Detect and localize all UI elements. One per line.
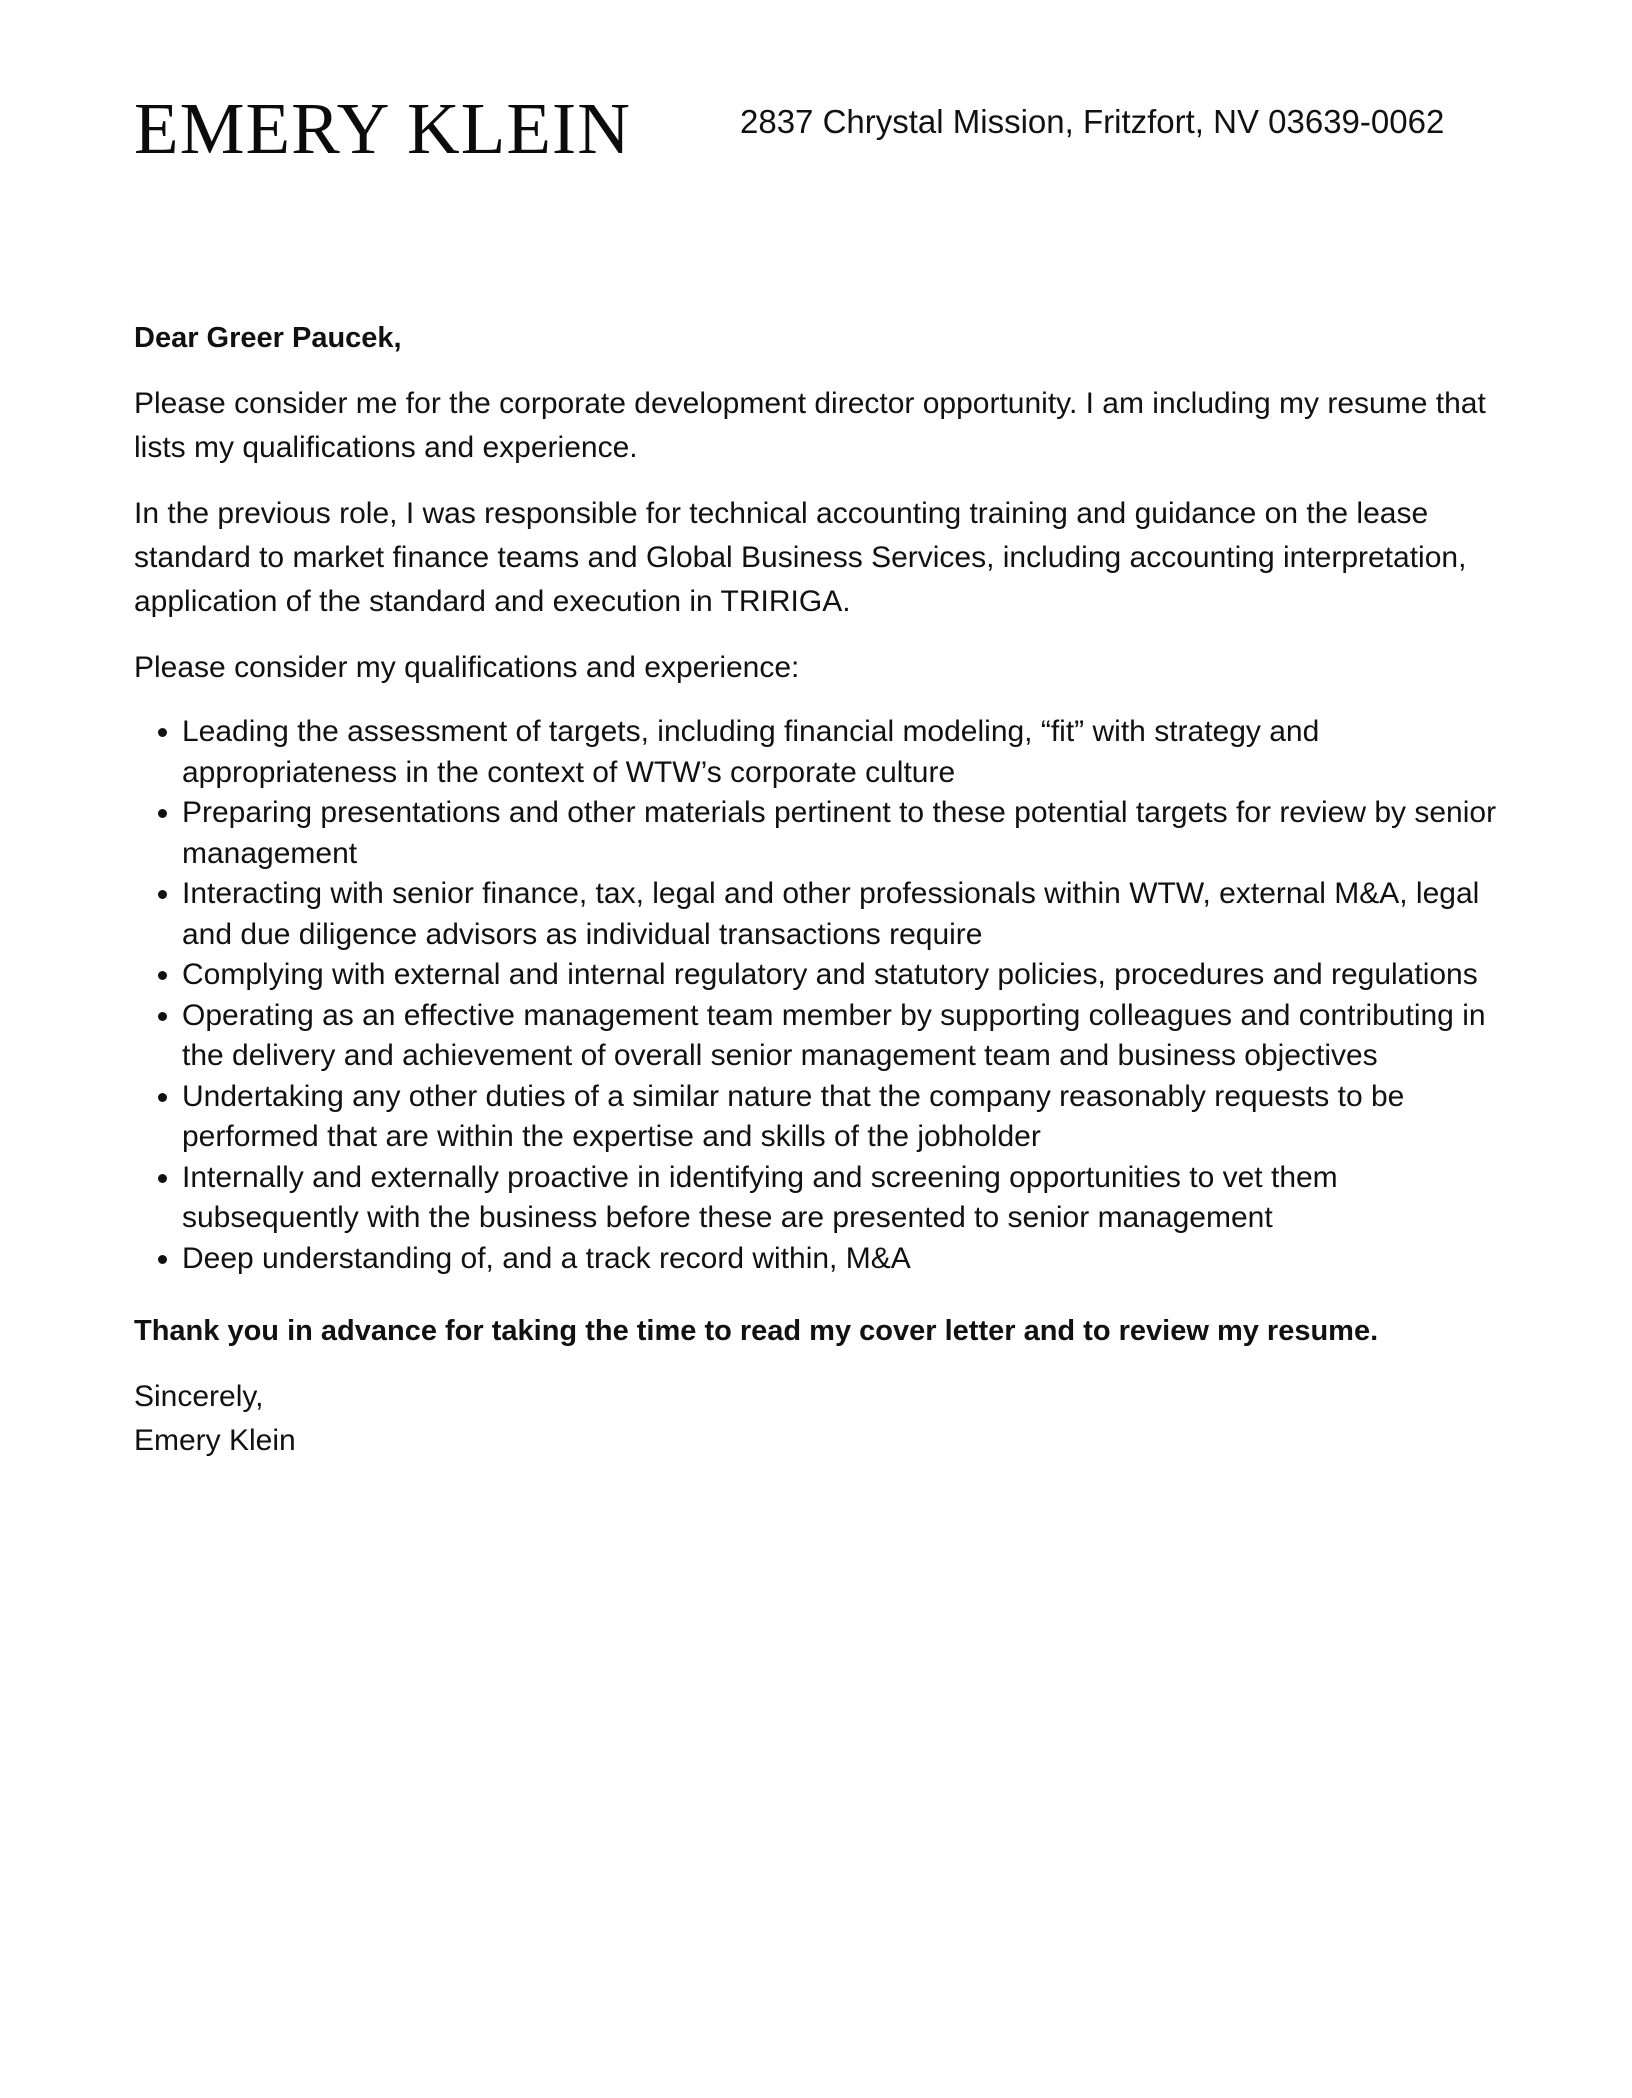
signature-name: Emery Klein	[134, 1424, 296, 1457]
list-item: • Complying with external and internal regulatory and statutory policies, procedures and regulations	[182, 955, 1504, 996]
signoff: Sincerely,	[134, 1380, 264, 1413]
applicant-name: EMERY KLEIN	[134, 88, 631, 169]
experience-paragraph: In the previous role, I was responsible for technical accounting training and guidance on the lease standard to market finance teams and Global Business Services, including accounting interpretation, application of the standard and execution in TRIRIGA.	[134, 497, 1467, 618]
salutation: Dear Greer Paucek,	[134, 322, 402, 354]
closing-statement: Thank you in advance for taking the time to read my cover letter and to review my resume.	[134, 1315, 1379, 1347]
applicant-address: 2837 Chrystal Mission, Fritzfort, NV 03639-0062	[740, 103, 1445, 140]
letter-body	[134, 316, 1504, 1463]
qualifications-list	[134, 712, 1504, 1279]
list-item: • Deep understanding of, and a track record within, M&A	[182, 1239, 1504, 1280]
letter-header	[134, 84, 1474, 174]
qualifications-lead-in: Please consider my qualifications and experience:	[134, 651, 800, 684]
list-item: • Internally and externally proactive in identifying and screening opportunities to vet them subsequently with the business before these are presented to senior management	[182, 1158, 1504, 1239]
intro-paragraph: Please consider me for the corporate development director opportunity. I am including my resume that lists my qualifications and experience.	[134, 387, 1486, 464]
list-item: • Undertaking any other duties of a similar nature that the company reasonably requests to be performed that are within the expertise and skills of the jobholder	[182, 1077, 1504, 1158]
list-item: • Preparing presentations and other materials pertinent to these potential targets for review by senior management	[182, 793, 1504, 874]
list-item: • Interacting with senior finance, tax, legal and other professionals within WTW, external M&A, legal and due diligence advisors as individual transactions require	[182, 874, 1504, 955]
list-item: • Operating as an effective management team member by supporting colleagues and contributing in the delivery and achievement of overall senior management team and business objectives	[182, 996, 1504, 1077]
list-item: • Leading the assessment of targets, including financial modeling, “fit” with strategy and appropriateness in the context of WTW’s corporate culture	[182, 712, 1504, 793]
